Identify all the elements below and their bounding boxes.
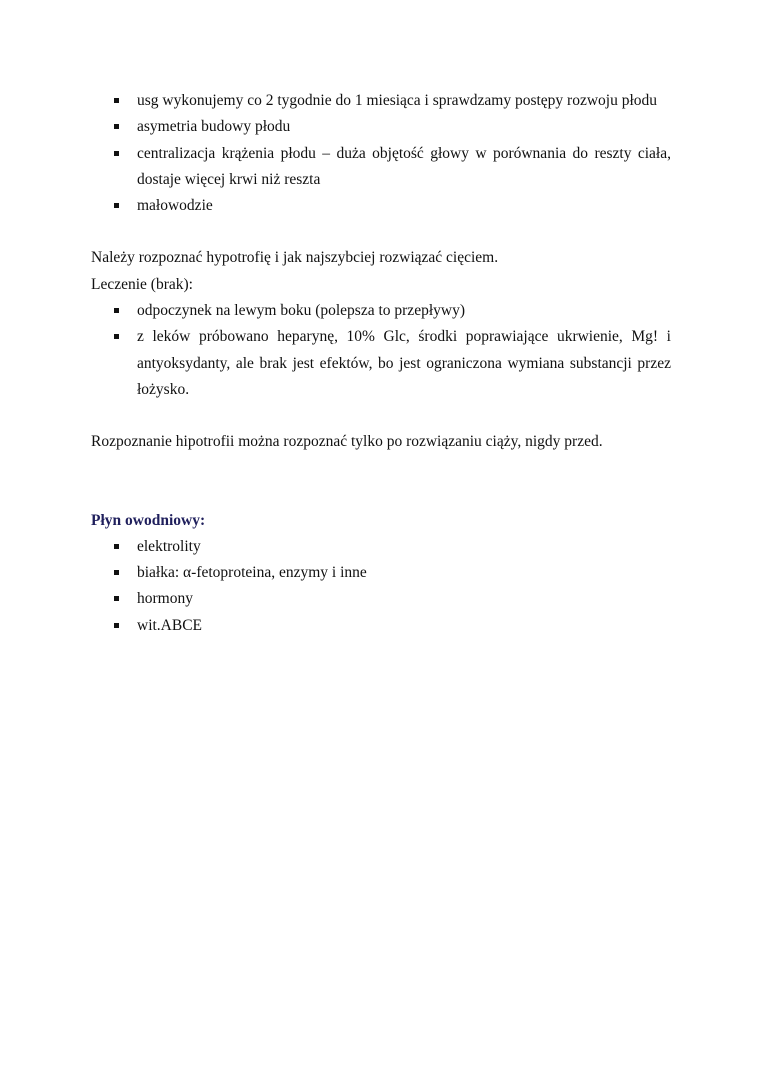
treatment-list (91, 298, 671, 403)
list-item-text: hormony (137, 590, 193, 608)
square-bullet-icon (114, 98, 119, 103)
list-item (91, 324, 671, 403)
spacer (91, 456, 671, 508)
diagnosis-signs-list (91, 88, 671, 219)
square-bullet-icon (114, 623, 119, 628)
list-item-text: odpoczynek na lewym boku (polepsza to przepływy) (137, 302, 465, 320)
document-content (91, 88, 671, 639)
paragraph-recognition: Należy rozpoznać hypotrofię i jak najszybciej rozwiązać cięciem. (91, 249, 499, 267)
square-bullet-icon (114, 570, 119, 575)
list-item (91, 298, 671, 324)
list-item-text: elektrolity (137, 537, 201, 555)
spacer (91, 219, 671, 245)
square-bullet-icon (114, 308, 119, 313)
list-item (91, 114, 671, 140)
amniotic-fluid-list (91, 534, 671, 639)
paragraph-diagnosis-note: Rozpoznanie hipotrofii można rozpoznać tylko po rozwiązaniu ciąży, nigdy przed. (91, 433, 603, 451)
square-bullet-icon (114, 124, 119, 129)
list-item-text: białka: α-fetoproteina, enzymy i inne (137, 564, 367, 582)
list-item-text: małowodzie (137, 197, 213, 215)
list-item (91, 141, 671, 194)
list-item-text: centralizacja krążenia płodu – duża objętość głowy w porównania do reszty ciała, dostaje więcej krwi niż reszta (137, 144, 671, 188)
list-item-text: z leków próbowano heparynę, 10% Glc, środki poprawiające ukrwienie, Mg! i antyoksydanty, ale brak jest efektów, bo jest ograniczona wymiana substancji przez łożysko. (137, 328, 671, 398)
list-item (91, 88, 671, 114)
spacer (91, 403, 671, 429)
square-bullet-icon (114, 596, 119, 601)
square-bullet-icon (114, 151, 119, 156)
list-item-text: wit.ABCE (137, 616, 203, 634)
list-item (91, 560, 671, 586)
list-item-text: asymetria budowy płodu (137, 118, 291, 136)
list-item (91, 193, 671, 219)
list-item (91, 586, 671, 612)
paragraph-treatment-heading: Leczenie (brak): (91, 275, 193, 293)
list-item (91, 613, 671, 639)
list-item-text: usg wykonujemy co 2 tygodnie do 1 miesiąca i sprawdzamy postępy rozwoju płodu (137, 92, 658, 109)
square-bullet-icon (114, 544, 119, 549)
square-bullet-icon (114, 334, 119, 339)
section-title: Płyn owodniowy: (91, 511, 206, 529)
list-item (91, 534, 671, 560)
square-bullet-icon (114, 203, 119, 208)
